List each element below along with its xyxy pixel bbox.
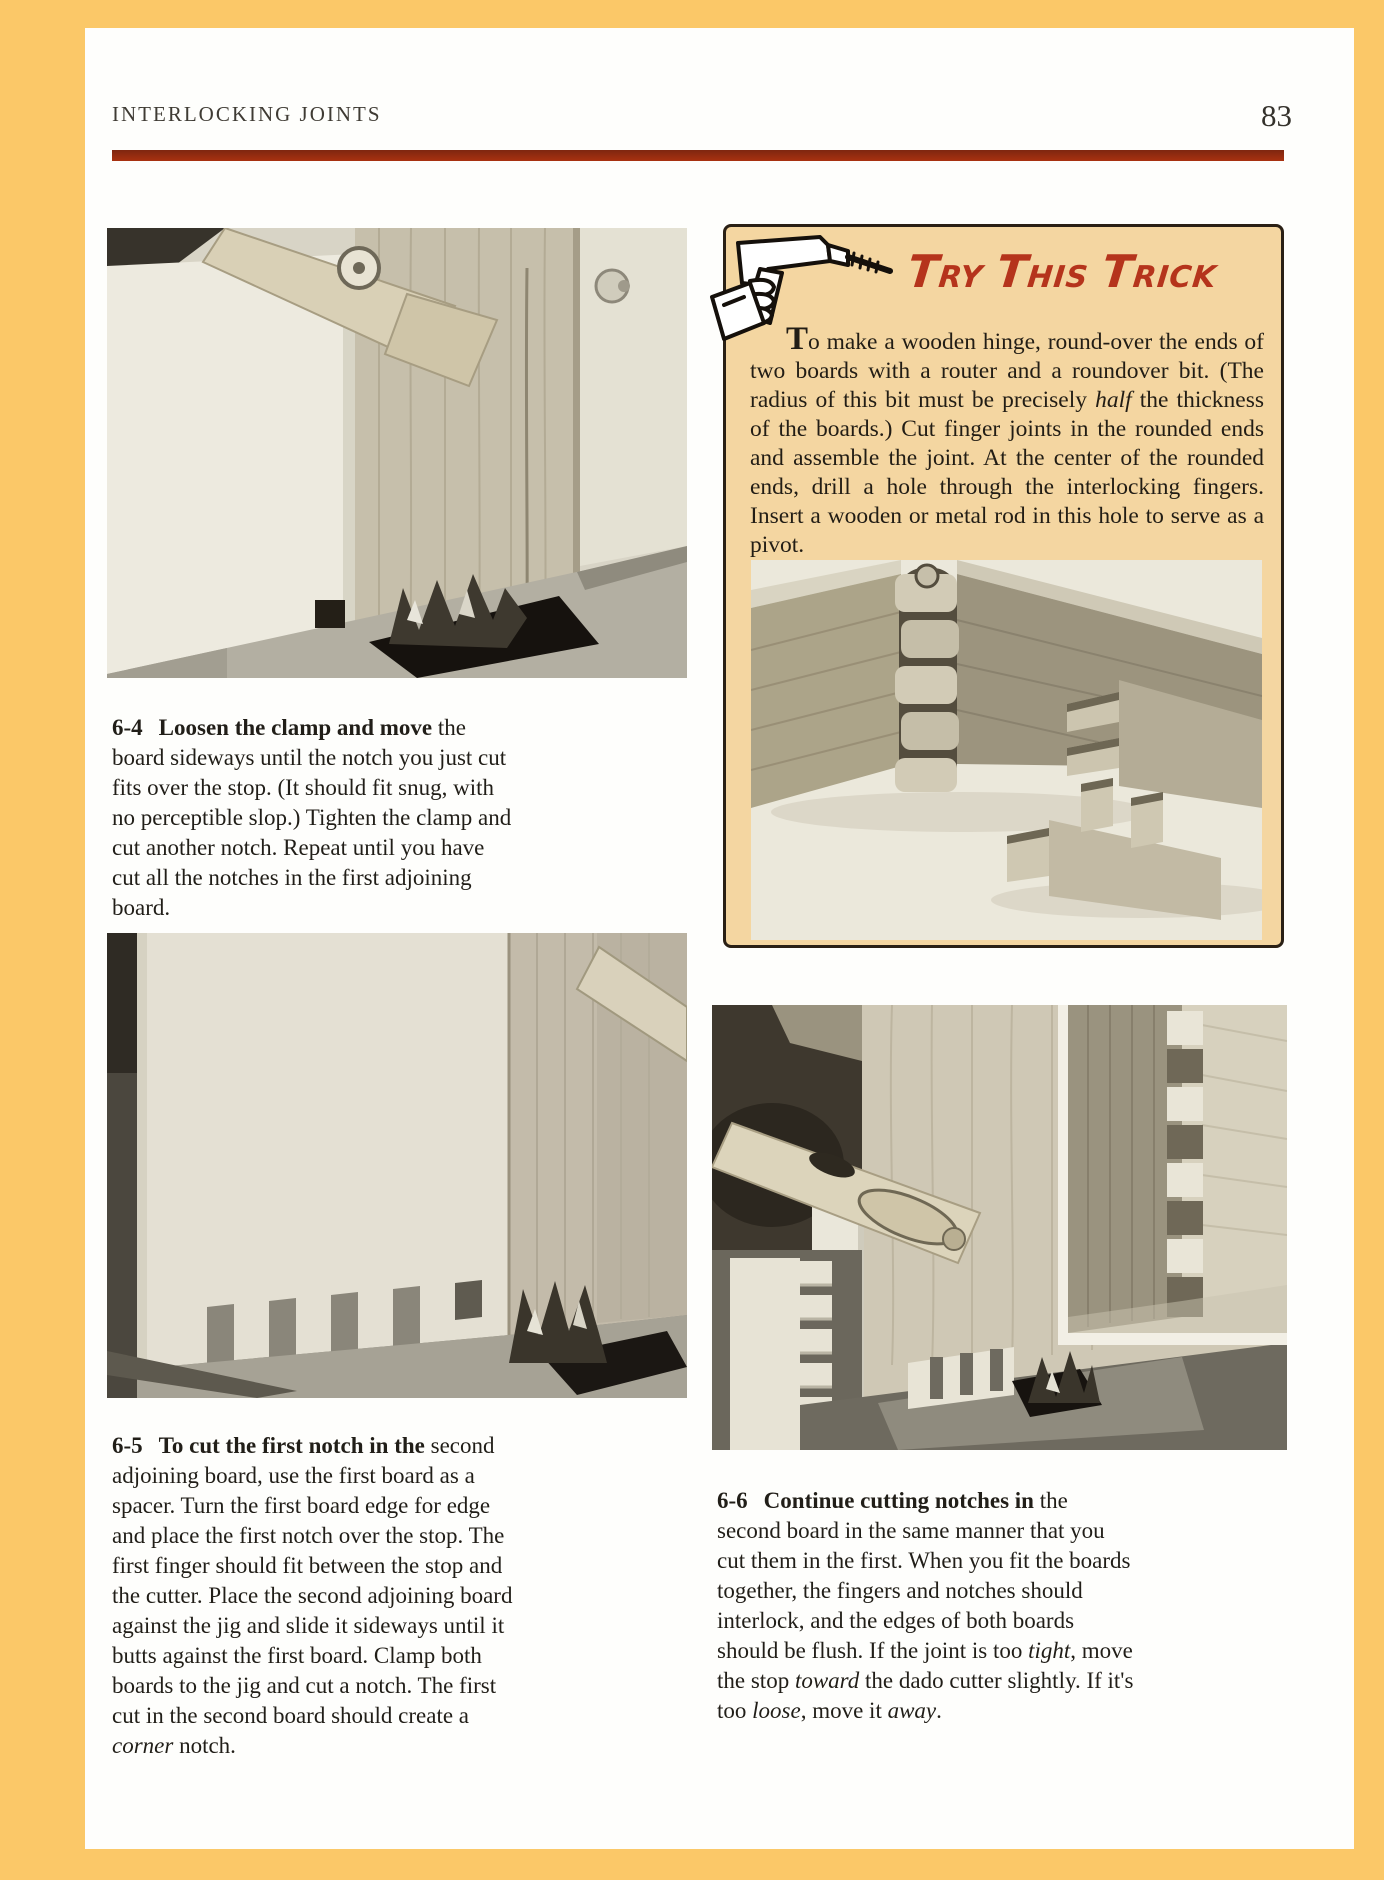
text-segment: loose [752,1698,801,1723]
text-segment: toward [794,1668,860,1693]
notched-board [137,933,509,1369]
text-segment: second adjoining board, use the first board as a spacer. Turn the first board edge for edge and place the first notch over the stop. The first finger should fit between the stop and the cutter. Place the second adjoining board against the jig and slide it sideways until it butts against the first board. Clamp both boards to the jig and cut a notch. The first cut in the second board should create a [112,1433,513,1728]
text-segment: Loosen the clamp and move [158,715,433,740]
text-segment: the thickness of the boards.) Cut finger joints in the rounded ends and assemble the joint. At the center of the rounded ends, drill a hole through the interlocking fingers. Insert a wooden or metal rod in this hole to serve as a pivot. [750,386,1264,558]
text-segment: . [936,1698,942,1723]
text-segment: , move it [800,1698,888,1723]
hinge-knuckles [895,565,959,792]
text-segment: away [887,1698,937,1723]
caption-6-4 [112,713,516,923]
table-saw-jig-photo-illustration [107,228,687,678]
text-segment: the second board in the same manner that you cut them in the first. When you fit the boards together, the fingers and notches should interlock, and the edges of both boards should be flush. If the joint is too [717,1488,1131,1663]
text-segment: To cut the first notch in the [158,1433,425,1458]
trick-title-word: TRY [904,245,985,298]
trick-box-title [891,245,1247,298]
text-segment: Continue cutting notches in [763,1488,1034,1513]
text-segment: half [1095,386,1132,413]
caption-6-5 [112,1431,516,1761]
trick-title-word: TRICK [1099,245,1219,298]
hinge-left-board [751,560,901,808]
text-segment: , move the stop [717,1638,1133,1693]
trick-box-body-text [750,320,1264,560]
text-segment: notch. [173,1733,236,1758]
figure-6-4-photo [107,228,687,678]
finger-joint-inset-photo [1058,1005,1287,1345]
figure-6-5-photo [107,933,687,1398]
text-segment: 6-5 [112,1433,143,1458]
figure-6-6-photo [712,1005,1287,1450]
caption-6-6 [717,1486,1137,1726]
trick-title-word: THIS [993,245,1091,298]
text-segment: the dado cutter slightly. If it's too [717,1668,1134,1723]
text-segment: the board sideways until the notch you just cut fits over the stop. (It should fit snug, with no perceptible slop.) Tighten the clamp and cut another notch. Repeat until you have cut all the notches in the first adjoining board. [112,715,512,920]
header-rule [112,150,1284,161]
text-segment: corner [112,1733,174,1758]
text-segment: tight [1028,1638,1071,1663]
jig-knob [596,270,630,302]
running-title: INTERLOCKING JOINTS [112,102,382,126]
page [85,28,1354,1849]
page-number: 83 [1261,98,1292,133]
try-this-trick-box [723,224,1284,948]
wooden-hinge-photo [751,560,1262,940]
text-segment: 6-6 [717,1488,748,1513]
text-segment: To make a wooden hinge, round-over the ends of two boards with a router and a roundover bit. (The radius of this bit must be precisely [750,320,1264,413]
text-segment: 6-4 [112,715,143,740]
